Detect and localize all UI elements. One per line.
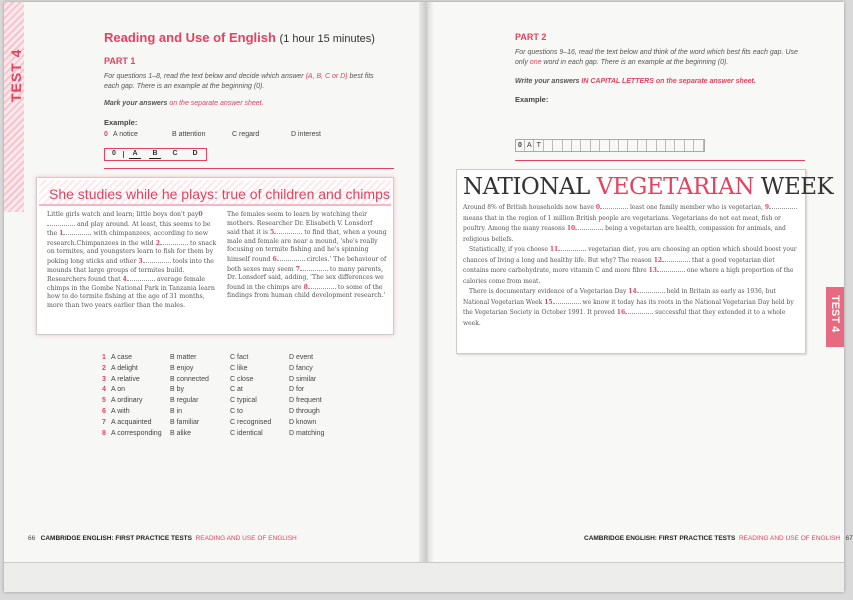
answer-grid-cell [572, 140, 581, 151]
example-label: Example: [515, 95, 549, 104]
option-a[interactable]: A on [111, 386, 126, 394]
answer-grid-cell [685, 140, 694, 151]
footer-section: READING AND USE OF ENGLISH [738, 535, 841, 542]
paragraph [463, 245, 799, 287]
option-c[interactable]: C recognised [230, 418, 272, 426]
option-c[interactable]: C fact [230, 354, 249, 361]
book-gutter [419, 2, 433, 562]
option-d[interactable]: D matching [289, 429, 325, 437]
text-segment: to many parents, Dr. Lonsdorf said, adding, 'The sex differences we found in the chimps are [227, 265, 384, 291]
gap-number: 16 [616, 309, 626, 316]
paragraph [463, 287, 799, 329]
text-segment: to some of the findings from human child development research.' [227, 283, 386, 300]
gap-blank[interactable] [553, 298, 581, 304]
gap-number: 7 [295, 265, 300, 273]
book-title: CAMBRIDGE ENGLISH: FIRST PRACTICE TESTS [40, 535, 192, 542]
option-b[interactable]: B by [170, 386, 185, 394]
answer-box-num: 0 [112, 150, 116, 157]
part-2-instructions [515, 48, 805, 68]
question-number: 7 [102, 418, 106, 426]
option-d[interactable]: D event [289, 354, 314, 361]
option-a[interactable]: A case [111, 354, 133, 361]
footer-right [584, 535, 853, 542]
answer-grid-cell [648, 140, 657, 151]
text-segment: least one family member who is vegetarian, [628, 204, 765, 211]
option-b[interactable]: B familiar [170, 418, 200, 426]
answer-grid-cell [601, 140, 610, 151]
gap-blank[interactable] [300, 265, 328, 271]
option-b[interactable]: B connected [170, 375, 209, 383]
instructions-text-end: word in each gap. There is an example at the beginning (0). [541, 59, 729, 66]
option-b[interactable]: B in [170, 407, 183, 415]
text-segment: to find that, when a young male and female are near a mound, 'she's really focusing on termite fishing and he's spinning himself round [227, 229, 387, 263]
gap-blank[interactable] [769, 203, 797, 209]
answer-grid-cell [563, 140, 572, 151]
write-text: Write your answers [515, 78, 582, 85]
example-label: Example: [104, 118, 138, 127]
example-answer-box [104, 148, 207, 161]
option-c[interactable]: C like [230, 364, 248, 372]
left-page [4, 2, 424, 562]
article-text-2 [463, 203, 799, 329]
gap-number: 11 [549, 246, 559, 253]
answer-box-b: B [152, 150, 158, 157]
answer-grid-cell [638, 140, 647, 151]
part-2-write-instructions [515, 77, 805, 87]
option-b[interactable]: B enjoy [170, 364, 194, 372]
answer-grid-cell [610, 140, 619, 151]
option-a[interactable]: A relative [111, 375, 140, 383]
question-number: 5 [102, 397, 106, 405]
gap-blank[interactable] [662, 256, 690, 262]
option-d[interactable]: D fancy [289, 364, 313, 372]
text-segment: Chimpanzees in the wild [76, 239, 156, 247]
answer-grid-cell [591, 140, 600, 151]
option-c[interactable]: C typical [230, 397, 257, 405]
gap-blank[interactable] [127, 275, 155, 281]
mark-highlight: on the separate answer sheet. [169, 100, 264, 107]
text-segment: to snack on termites, and youngsters learn to fish for them by poking long sticks and other [47, 239, 217, 265]
text-segment: we know it today has its roots in the National Vegetarian Day held by the Vegetarian Society in October 1991. It proved [463, 298, 794, 316]
example-option-c: C regard [232, 131, 260, 138]
question-number: 1 [102, 354, 106, 361]
gap-blank[interactable] [657, 266, 685, 272]
scan-bottom-edge [4, 562, 844, 592]
gap-number: 4 [122, 276, 127, 284]
article-box-2 [456, 169, 834, 354]
option-d[interactable]: D through [289, 407, 320, 415]
gap-blank[interactable] [575, 224, 603, 230]
title-part-c: WEEK [754, 174, 834, 200]
article-header [39, 180, 391, 206]
text-segment: average female chimps in the Gombe National Park in Tanzania learn how to do termite fishing at the age of 31 months, more than two years earlier than the males. [47, 276, 215, 309]
option-b[interactable]: B alike [170, 429, 192, 437]
answer-box-a: A [132, 150, 138, 157]
answer-grid-cell [695, 140, 704, 151]
instructions-text-end: best fits each gap. There is an example at the beginning (0). [104, 73, 374, 90]
instructions-text: For questions 1–8, read the text below and decide which answer [104, 73, 306, 80]
instructions-options: (A, B, C or D) [305, 73, 348, 80]
question-number: 4 [102, 386, 106, 394]
answer-grid-cell [582, 140, 591, 151]
text-segment: Around 8% of British households now have [463, 204, 596, 211]
option-a[interactable]: A corresponding [111, 429, 162, 437]
question-number: 3 [102, 375, 106, 383]
gap-number: 8 [303, 283, 308, 291]
article-column-2 [227, 211, 387, 301]
option-d[interactable]: D similar [289, 375, 317, 383]
question-number: 6 [102, 407, 106, 415]
gap-number: 14 [628, 288, 637, 295]
example-option-a: A notice [113, 131, 138, 138]
gap-number: 3 [138, 257, 143, 265]
answer-grid-cell [657, 140, 666, 151]
text-segment: with chimpanzees, according to new research. [47, 230, 209, 247]
answer-grid-cell: A [525, 140, 534, 151]
text-segment: being a vegetarian are health, compassion for animals, and religious beliefs. [463, 225, 786, 243]
test-tab-label: TEST 4 [829, 295, 841, 333]
option-d[interactable]: D known [289, 418, 317, 426]
text-segment: Little girls watch and learn; little boys don't pay [47, 211, 199, 218]
gap-number: 0 [595, 204, 601, 211]
option-b[interactable]: B matter [170, 354, 197, 361]
answer-grid-cell [676, 140, 685, 151]
answer-grid-cell: T [535, 140, 544, 151]
gap-number: 1 [59, 230, 64, 238]
test-tab-label: TEST 4 [8, 48, 24, 102]
gap-blank[interactable] [625, 308, 653, 314]
test-tab-left [4, 2, 24, 212]
text-segment: The females seem to learn by watching their mothers. Researcher Dr. Elisabeth V. Lonsdorf said that it is [227, 211, 373, 237]
divider [104, 168, 394, 169]
text-segment: Statistically, if you choose [469, 246, 550, 253]
answer-grid-cell [666, 140, 675, 151]
part-1-mark-instructions [104, 99, 384, 109]
gap-number: 6 [272, 255, 277, 263]
gap-blank[interactable] [47, 220, 75, 226]
text-segment: circles.' The behaviour of both sexes may seem [227, 255, 387, 273]
option-a[interactable]: A delight [111, 364, 138, 372]
question-number: 8 [102, 429, 106, 437]
title-part-b: VEGETARIAN [596, 174, 754, 200]
example-option-b: B attention [172, 131, 206, 138]
gap-number: 0 [198, 211, 203, 218]
example-answer-grid [515, 139, 705, 152]
answer-box-d: D [192, 150, 198, 157]
page-number: 67 [845, 535, 853, 542]
section-duration: (1 hour 15 minutes) [279, 33, 375, 45]
title-part-a: NATIONAL [463, 174, 597, 200]
gap-number: 15 [544, 298, 553, 306]
gap-number: 12 [653, 256, 663, 264]
article-title: She studies while he plays: true of children and chimps [49, 186, 390, 202]
part-1-instructions [104, 72, 384, 92]
gap-blank[interactable] [637, 287, 665, 293]
gap-blank[interactable] [63, 229, 91, 235]
book-spread [4, 2, 853, 592]
divider [515, 160, 805, 161]
gap-number: 2 [155, 239, 160, 247]
option-d[interactable]: D for [289, 386, 305, 394]
example-num: 0 [104, 131, 108, 138]
book-title: CAMBRIDGE ENGLISH: FIRST PRACTICE TESTS [584, 535, 736, 542]
page-number: 66 [28, 535, 36, 542]
option-c[interactable]: C to [230, 407, 243, 415]
paragraph [463, 203, 799, 245]
instructions-one: one [529, 59, 542, 66]
answer-box-c: C [172, 150, 178, 157]
instructions-text: For questions 9–16, read the text below and think of the word which best fits each gap. Use only [515, 49, 798, 66]
gap-blank[interactable] [308, 283, 336, 289]
gap-blank[interactable] [160, 239, 188, 245]
example-option-d: D interest [291, 131, 321, 138]
option-a[interactable]: A acquainted [111, 418, 152, 426]
part-1-label: PART 1 [104, 56, 136, 66]
write-highlight: IN CAPITAL LETTERS on the separate answer sheet. [581, 78, 756, 85]
gap-blank[interactable] [558, 245, 586, 251]
part-2-label: PART 2 [515, 32, 547, 42]
article-box [36, 177, 394, 335]
option-b[interactable]: B regular [170, 397, 199, 405]
question-number: 2 [102, 364, 106, 372]
text-segment: one where a high proportion of the calories come from meat. [463, 267, 794, 285]
answer-grid-cell [554, 140, 563, 151]
article-title-2 [463, 174, 833, 200]
text-segment: successful that they extended it to a whole week. [463, 309, 786, 327]
footer-left [28, 535, 297, 542]
answer-grid-cell [629, 140, 638, 151]
option-d[interactable]: D frequent [289, 397, 322, 405]
option-c[interactable]: C identical [230, 429, 263, 437]
answer-grid-cell [544, 140, 553, 151]
text-segment: and play around. At least, this seems to be the [47, 220, 211, 238]
option-c[interactable]: C at [230, 386, 243, 394]
text-segment: held in Britain as early as 1936, but National Vegetarian Week [463, 288, 776, 306]
section-title [104, 30, 375, 45]
test-tab-right [826, 287, 844, 347]
option-c[interactable]: C close [230, 375, 254, 383]
text-segment: tools into the mounds that large groups of termites build. Researchers found that [47, 257, 214, 284]
gap-number: 10 [566, 225, 576, 232]
footer-section: READING AND USE OF ENGLISH [195, 535, 297, 542]
text-segment: vegetarian diet, you are choosing an option which should boost your chances of living a long and healthy life. But why? The reason [463, 246, 797, 264]
answer-grid-cell [619, 140, 628, 151]
section-title-text: Reading and Use of English [104, 30, 276, 45]
option-a[interactable]: A with [111, 407, 130, 415]
gap-number: 13 [648, 267, 657, 274]
gap-blank[interactable] [143, 257, 171, 263]
article-column-1 [47, 211, 217, 311]
answer-grid-cell: 0 [516, 140, 525, 151]
mark-text: Mark your answers [104, 100, 170, 107]
gap-blank[interactable] [600, 203, 628, 209]
option-a[interactable]: A ordinary [111, 397, 143, 405]
gap-blank[interactable] [277, 255, 305, 261]
gap-number: 9 [764, 204, 770, 211]
text-segment: that a good vegetarian diet contains more carbohydrate, more vitamin C and more fibre [463, 256, 775, 274]
text-segment: There is documentary evidence of a Vegetarian Day [469, 288, 629, 295]
gap-number: 5 [269, 229, 275, 237]
gap-blank[interactable] [274, 228, 302, 234]
text-segment: means that in the region of 1 million British people are vegetarians. Vegetarians do not eat meat, fish or poultry. Among the many reasons [463, 214, 781, 232]
